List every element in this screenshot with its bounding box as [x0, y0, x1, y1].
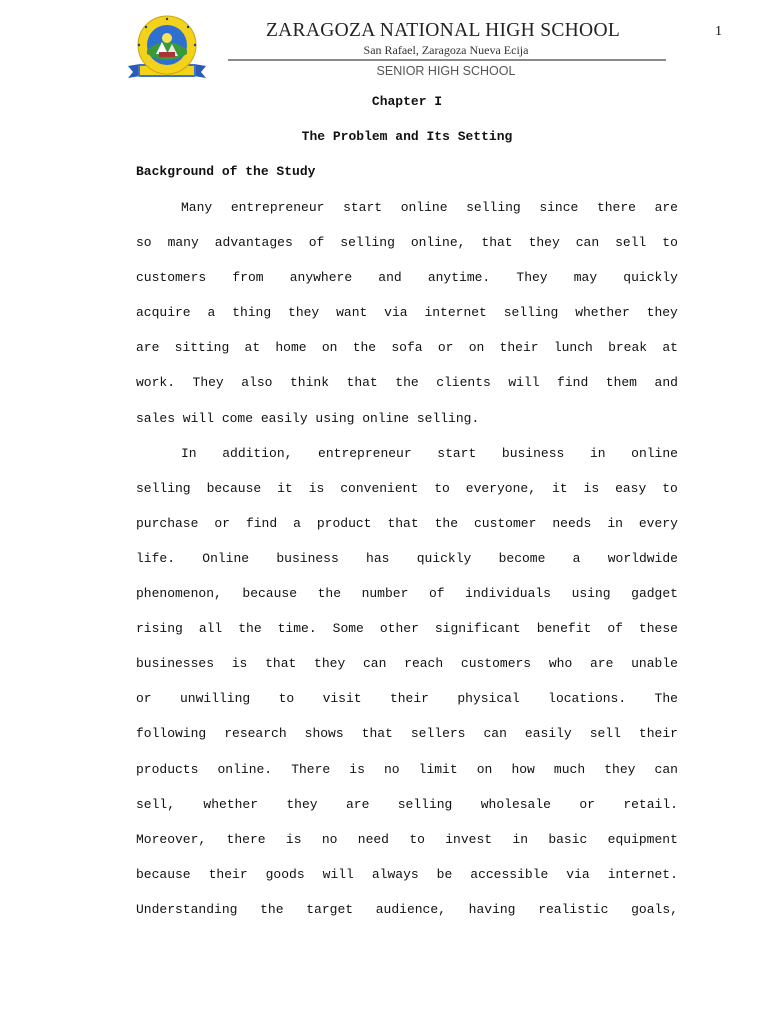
section-heading: Background of the Study: [136, 164, 316, 179]
text-line: so many advantages of selling online, that they can sell to: [136, 235, 678, 251]
text-line: businesses is that they can reach customers who are unable: [136, 656, 678, 672]
school-seal-logo: [126, 14, 208, 84]
text-line: because their goods will always be accessible via internet.: [136, 866, 678, 882]
text-line: sales will come easily using online selling.: [136, 410, 480, 426]
text-line: customers from anywhere and anytime. They may quickly: [136, 270, 678, 286]
school-address: San Rafael, Zaragoza Nueva Ecija: [363, 43, 529, 57]
school-header: [226, 20, 666, 58]
text-line: are sitting at home on the sofa or on their lunch break at: [136, 340, 678, 356]
text-line: selling because it is convenient to everyone, it is easy to: [136, 480, 678, 496]
text-line: phenomenon, because the number of individuals using gadget: [136, 586, 678, 602]
chapter-title: The Problem and Its Setting: [301, 129, 513, 144]
chapter-label: Chapter I: [371, 94, 443, 109]
text-line: Moreover, there is no need to invest in basic equipment: [136, 831, 678, 847]
text-line: following research shows that sellers can easily sell their: [136, 726, 678, 742]
text-line: products online. There is no limit on how much they can: [136, 761, 678, 777]
text-line: life. Online business has quickly become a worldwide: [136, 550, 678, 566]
text-line: or unwilling to visit their physical locations. The: [136, 691, 678, 707]
text-line: In addition, entrepreneur start business in online: [181, 445, 678, 461]
header-divider: [228, 59, 666, 61]
text-line: sell, whether they are selling wholesale or retail.: [136, 796, 678, 812]
page-number: 1: [715, 24, 722, 39]
body-text: [136, 200, 678, 937]
text-line: purchase or find a product that the customer needs in every: [136, 515, 678, 531]
school-name: ZARAGOZA NATIONAL HIGH SCHOOL: [265, 20, 621, 41]
school-division: SENIOR HIGH SCHOOL: [376, 64, 516, 78]
text-line: work. They also think that the clients will find them and: [136, 375, 678, 391]
text-line: Many entrepreneur start online selling since there are: [181, 200, 678, 215]
text-line: rising all the time. Some other significant benefit of these: [136, 621, 678, 637]
text-line: Understanding the target audience, having realistic goals,: [136, 901, 678, 917]
text-line: acquire a thing they want via internet selling whether they: [136, 305, 678, 321]
